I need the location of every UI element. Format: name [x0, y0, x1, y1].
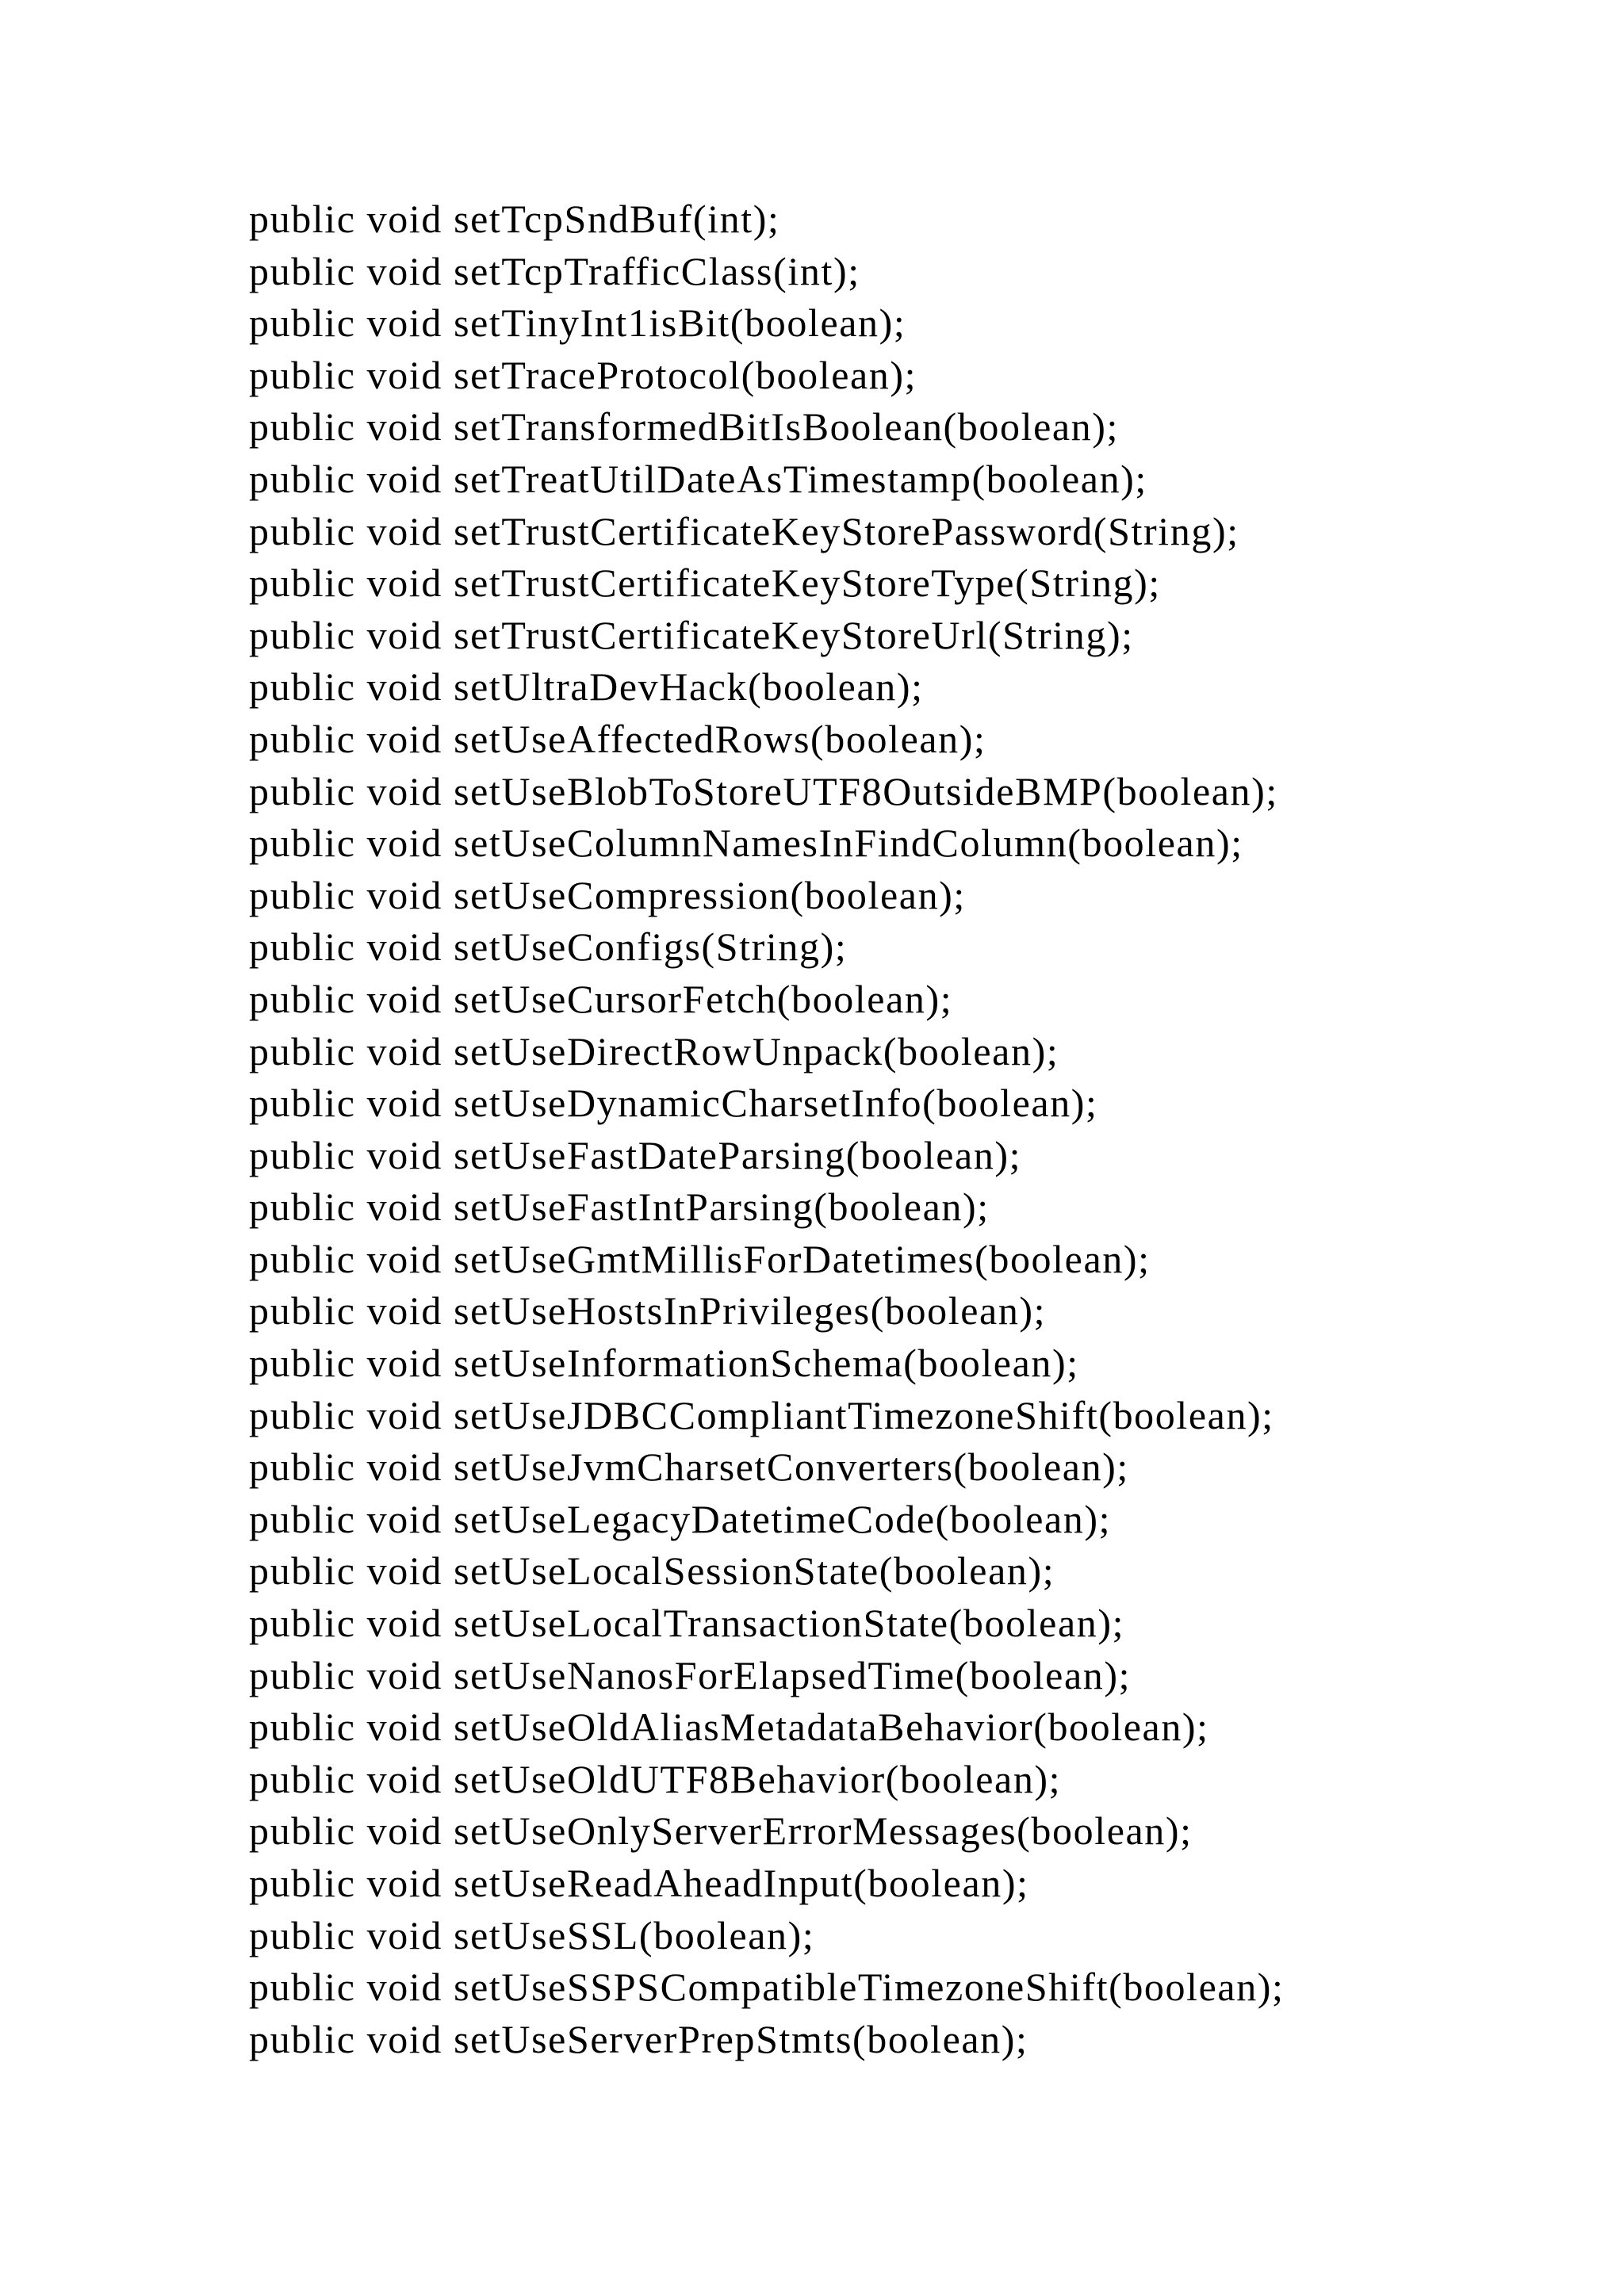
method-signature-line: public void setUseLocalTransactionState(boolean); [249, 1601, 1125, 1646]
method-signature-line: public void setTransformedBitIsBoolean(boolean); [249, 404, 1120, 450]
method-signature-line: public void setUseAffectedRows(boolean); [249, 716, 986, 761]
method-signature-line: public void setTcpSndBuf(int); [249, 197, 780, 241]
method-signature-line: public void setTraceProtocol(boolean); [249, 352, 917, 397]
method-signature-list [249, 193, 1285, 2065]
method-signature-line: public void setTreatUtilDateAsTimestamp(boolean); [249, 456, 1147, 501]
method-signature-line: public void setUseFastDateParsing(boolean); [249, 1132, 1022, 1177]
method-signature-line: public void setUseLegacyDatetimeCode(boolean); [249, 1496, 1112, 1541]
method-signature-line: public void setUseHostsInPrivileges(boolean); [249, 1288, 1047, 1334]
method-signature-line: public void setUseGmtMillisForDatetimes(boolean); [249, 1236, 1151, 1281]
method-signature-line: public void setTcpTrafficClass(int); [249, 248, 860, 293]
method-signature-line: public void setUseDynamicCharsetInfo(boolean); [249, 1081, 1098, 1126]
method-signature-line: public void setUseServerPrepStmts(boolean); [249, 2016, 1028, 2061]
method-signature-line: public void setTrustCertificateKeyStoreType(String); [249, 561, 1161, 606]
method-signature-line: public void setUseSSL(boolean); [249, 1912, 815, 1957]
method-signature-line: public void setUseConfigs(String); [249, 924, 848, 970]
method-signature-line: public void setTinyInt1isBit(boolean); [249, 300, 906, 346]
method-signature-line: public void setUseLocalSessionState(boolean); [249, 1548, 1055, 1594]
method-signature-line: public void setUseCursorFetch(boolean); [249, 976, 953, 1021]
method-signature-line: public void setUseOldUTF8Behavior(boolean); [249, 1756, 1062, 1801]
method-signature-line: public void setUseOldAliasMetadataBehavior(boolean); [249, 1705, 1209, 1750]
method-signature-line: public void setUseDirectRowUnpack(boolean); [249, 1028, 1059, 1073]
method-signature-line: public void setUseReadAheadInput(boolean); [249, 1861, 1029, 1905]
method-signature-line: public void setUseJDBCCompliantTimezoneShift(boolean); [249, 1392, 1274, 1437]
method-signature-line: public void setUseInformationSchema(boolean); [249, 1341, 1079, 1386]
method-signature-line: public void setUseColumnNamesInFindColumn(boolean); [249, 821, 1243, 866]
method-signature-line: public void setUseJvmCharsetConverters(boolean); [249, 1445, 1129, 1490]
method-signature-line: public void setUseNanosForElapsedTime(boolean); [249, 1652, 1132, 1697]
method-signature-line: public void setTrustCertificateKeyStoreUrl(String); [249, 612, 1134, 657]
method-signature-line: public void setUseCompression(boolean); [249, 872, 966, 917]
method-signature-line: public void setTrustCertificateKeyStorePassword(String); [249, 508, 1239, 553]
method-signature-line: public void setUseBlobToStoreUTF8OutsideBMP(boolean); [249, 768, 1278, 813]
method-signature-line: public void setUseOnlyServerErrorMessages(boolean); [249, 1808, 1193, 1854]
method-signature-line: public void setUseSSPSCompatibleTimezoneShift(boolean); [249, 1965, 1285, 2010]
method-signature-line: public void setUltraDevHack(boolean); [249, 664, 924, 710]
method-signature-line: public void setUseFastIntParsing(boolean); [249, 1184, 990, 1230]
